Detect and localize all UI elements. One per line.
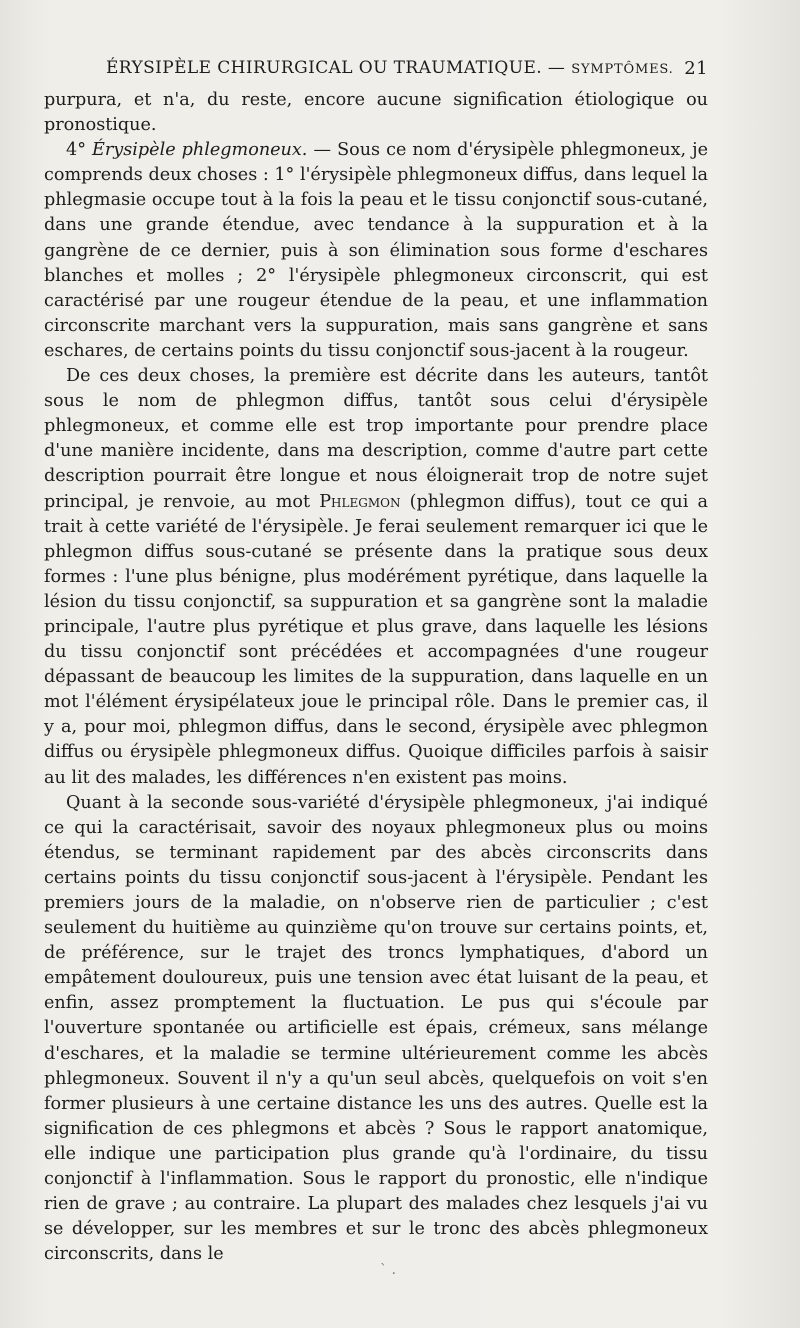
paragraph-2-text: Sous ce nom d'érysipèle phlegmoneux, je comprends deux choses : 1° l'érysipèle phlegmoneux diffus, dans lequel la phlegmasie occupe tout à la fois la peau et le tissu conjonctif sous-cutané, dans une grande étendue, avec tendance à la suppuration et à la gangrène de ce dernier, puis à son élimination sous forme d'eschares blanches et molles ; 2° l'érysipèle phlegmoneux circonscrit, qui est caractérisé par une rougeur étendue de la peau, et une inflammation circonscrite marchant vers la suppuration, mais sans gangrène et sans eschares, de certains points du tissu conjonctif sous-jacent à la rougeur. <box>44 140 708 361</box>
print-speck: ˋ . <box>380 1262 396 1278</box>
section-heading: Érysipèle phlegmoneux. <box>92 140 308 161</box>
body-text <box>44 88 708 1267</box>
section-number: 4° <box>66 140 86 161</box>
paragraph-2 <box>44 138 708 364</box>
running-header <box>44 58 708 82</box>
header-title <box>106 58 674 78</box>
heading-dash: — <box>307 140 338 161</box>
paragraph-4-text: Quant à la seconde sous-variété d'érysipèle phlegmoneux, j'ai indiqué ce qui la caractérisait, savoir des noyaux phlegmoneux plus ou moins étendus, se terminant rapidement par des abcès circonscrits dans certains points du tissu conjonctif sous-jacent à l'érysipèle. Pendant les premiers jours de la maladie, on n'observe rien de particulier ; c'est seulement du huitième au quinzième qu'on trouve sur certains points, et, de préférence, sur le trajet des troncs lymphatiques, d'abord un empâtement douloureux, puis une tension avec état luisant de la peau, et enfin, assez promptement la fluctuation. Le pus qui s'écoule par l'ouverture spontanée ou artificielle est épais, crémeux, sans mélange d'eschares, et la maladie se termine ultérieurement comme les abcès phlegmoneux. Souvent il n'y a qu'un seul abcès, quelquefois on voit s'en former plusieurs à une certaine distance les uns des autres. Quelle est la signification de ces phlegmons et abcès ? Sous le rapport anatomique, elle indique une participation plus grande qu'à l'ordinaire, du tissu conjonctif à l'inflammation. Sous le rapport du pronostic, elle n'indique rien de grave ; au contraire. La plupart des malades chez lesquels j'ai vu se développer, sur les membres et sur le tronc des abcès phlegmoneux circonscrits, dans le <box>44 792 708 1265</box>
page-number: 21 <box>684 58 708 79</box>
header-title-text: ÉRYSIPÈLE CHIRURGICAL OU TRAUMATIQUE. — <box>106 58 566 78</box>
paragraph-3-text-before: De ces deux choses, la première est décrite dans les auteurs, tantôt sous le nom de phlegmon diffus, tantôt sous celui d'érysipèle phlegmoneux, et comme elle est trop importante pour prendre place d'une manière incidente, dans ma description, comme d'autre part cette description pourrait être longue et nous éloignerait trop de notre sujet principal, je renvoie, au mot <box>44 366 708 512</box>
paragraph-1 <box>44 88 708 138</box>
header-section: SYMPTÔMES. <box>571 62 674 77</box>
cross-reference: Phlegmon <box>319 491 401 512</box>
paragraph-1-text: purpura, et n'a, du reste, encore aucune signification étiologique ou pronostique. <box>44 90 708 136</box>
paragraph-4 <box>44 791 708 1268</box>
paragraph-3 <box>44 364 708 791</box>
paragraph-3-text-after: (phlegmon diffus), tout ce qui a trait à cette variété de l'érysipèle. Je ferai seulement remarquer ici que le phlegmon diffus sous-cutané se présente dans la pratique sous deux formes : l'une plus bénigne, plus modérément pyrétique, dans laquelle la lésion du tissu conjonctif, sa suppuration et sa gangrène sont la maladie principale, l'autre plus pyrétique et plus grave, dans laquelle les lésions du tissu conjonctif sont précédées et accompagnées d'une rougeur dépassant de beaucoup les limites de la suppuration, dans laquelle en un mot l'élément érysipélateux joue le principal rôle. Dans le premier cas, il y a, pour moi, phlegmon diffus, dans le second, érysipèle avec phlegmon diffus ou érysipèle phlegmoneux diffus. Quoique difficiles parfois à saisir au lit des malades, les différences n'en existent pas moins. <box>44 491 708 788</box>
